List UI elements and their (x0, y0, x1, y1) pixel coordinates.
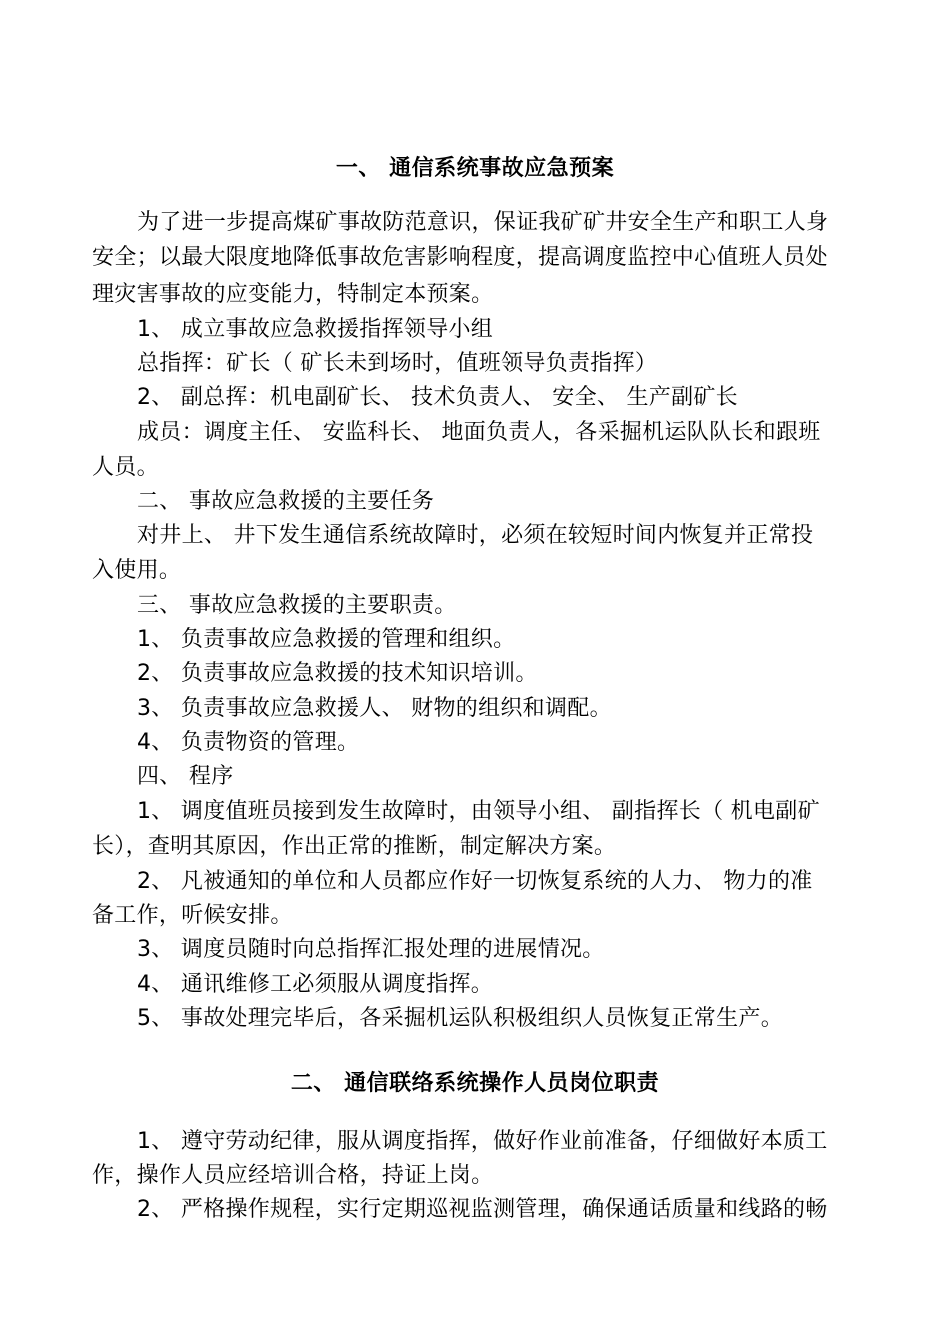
paragraph-line: 2、 副总挥：机电副矿长、 技术负责人、 安全、 生产副矿长 (137, 385, 738, 410)
paragraph-line: 为了进一步提高煤矿事故防范意识，保证我矿矿井安全生产和职工人身 (137, 210, 829, 235)
paragraph-line: 2、 严格操作规程，实行定期巡视监测管理，确保通话质量和线路的畅 (137, 1197, 828, 1222)
paragraph-line: 对井上、 井下发生通信系统故障时，必须在较短时间内恢复并正常投 (137, 523, 814, 548)
paragraph-line: 3、 调度员随时向总指挥汇报处理的进展情况。 (137, 937, 605, 962)
paragraph-line: 4、 通讯维修工必须服从调度指挥。 (137, 972, 494, 997)
paragraph-line: 5、 事故处理完毕后，各采掘机运队积极组织人员恢复正常生产。 (137, 1006, 783, 1031)
paragraph-line: 2、 凡被通知的单位和人员都应作好一切恢复系统的人力、 物力的准 (137, 869, 813, 894)
paragraph-line: 二、 事故应急救援的主要任务 (137, 489, 435, 514)
paragraph-line: 四、 程序 (137, 764, 234, 789)
paragraph-line: 入使用。 (92, 558, 182, 583)
paragraph-line: 作，操作人员应经培训合格，持证上岗。 (92, 1163, 494, 1188)
paragraph-line: 备工作，听候安排。 (92, 903, 293, 928)
paragraph-line: 成员：调度主任、 安监科长、 地面负责人，各采掘机运队队长和跟班 (137, 420, 821, 445)
paragraph-line: 安全；以最大限度地降低事故危害影响程度，提高调度监控中心值班人员处 (92, 245, 828, 270)
paragraph-line: 总指挥：矿长（ 矿长未到场时，值班领导负责指挥） (137, 351, 658, 376)
paragraph-line: 3、 负责事故应急救援人、 财物的组织和调配。 (137, 696, 612, 721)
paragraph-line: 1、 遵守劳动纪律，服从调度指挥，做好作业前准备，仔细做好本质工 (137, 1129, 828, 1154)
paragraph-line: 1、 调度值班员接到发生故障时，由领导小组、 副指挥长（ 机电副矿 (137, 799, 820, 824)
paragraph-line: 理灾害事故的应变能力，特制定本预案。 (92, 282, 494, 307)
section-heading: 二、 通信联络系统操作人员岗位职责 (290, 1071, 660, 1096)
paragraph-line: 2、 负责事故应急救援的技术知识培训。 (137, 661, 538, 686)
paragraph-line: 4、 负责物资的管理。 (137, 730, 360, 755)
paragraph-line: 1、 负责事故应急救援的管理和组织。 (137, 627, 516, 652)
paragraph-line: 人员。 (92, 455, 159, 480)
section-heading: 一、 通信系统事故应急预案 (335, 156, 615, 181)
paragraph-line: 三、 事故应急救援的主要职责。 (137, 593, 457, 618)
paragraph-line: 1、 成立事故应急救援指挥领导小组 (137, 317, 494, 342)
paragraph-line: 长），查明其原因，作出正常的推断，制定解决方案。 (92, 834, 617, 859)
